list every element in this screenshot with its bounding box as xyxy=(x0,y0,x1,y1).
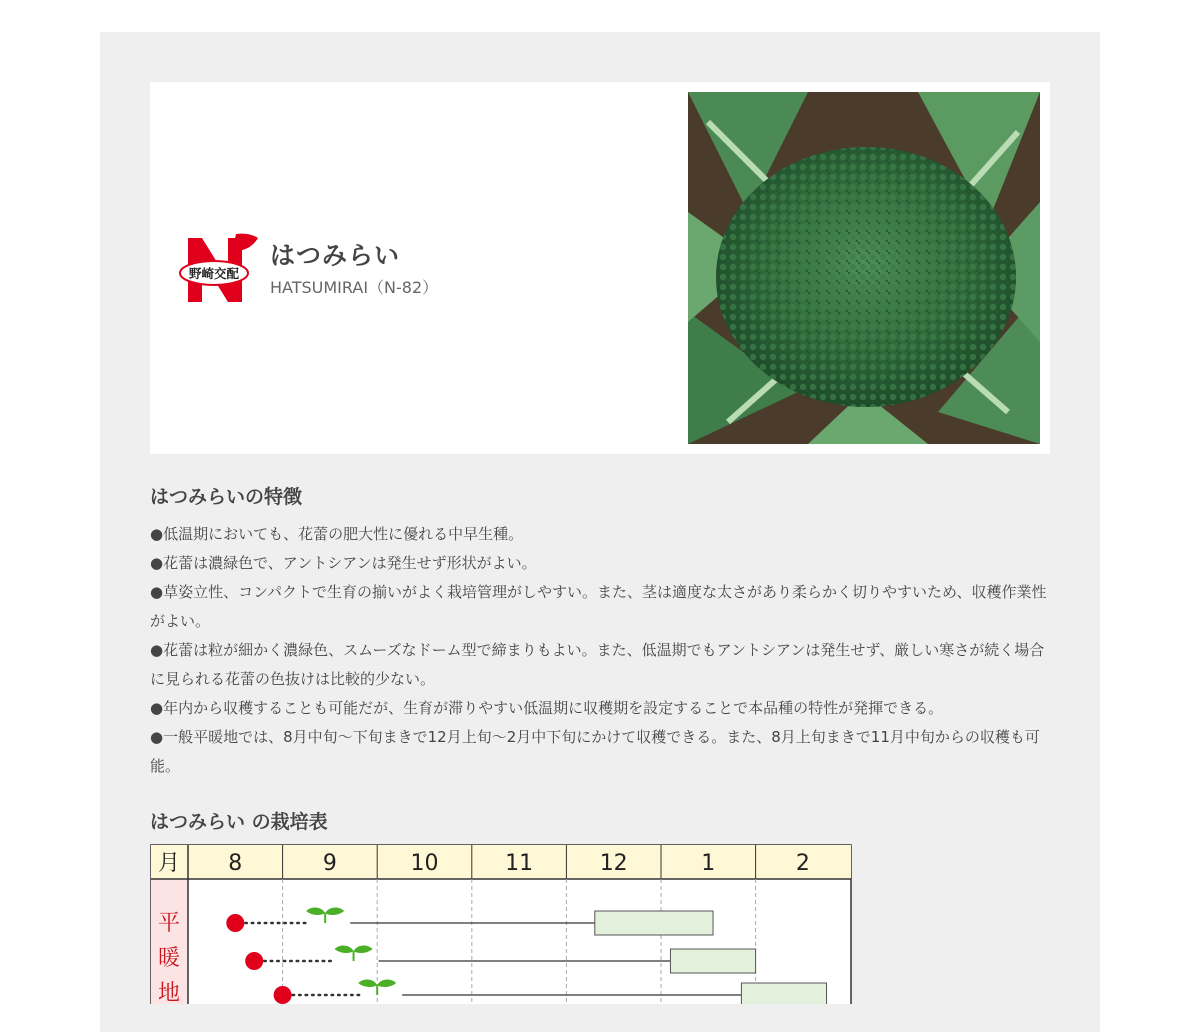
nozaki-brand-logo xyxy=(178,230,258,310)
product-code: HATSUMIRAI（N-82） xyxy=(270,278,439,297)
feature-item: ●花蕾は粒が細かく濃緑色、スムーズなドーム型で締まりもよい。また、低温期でもアントシアンは発生せず、厳しい寒さが続く場合に見られる花蕾の色抜けは比較的少ない。 xyxy=(150,641,1045,688)
month-label: 12 xyxy=(599,851,628,876)
harvest-bar xyxy=(741,983,826,1004)
content-panel xyxy=(100,32,1100,1032)
month-label: 11 xyxy=(505,851,534,876)
feature-item: ●一般平暖地では、8月中旬〜下旬まきで12月上旬〜2月中下旬にかけて収穫できる。また、8月上旬まきで11月中旬からの収穫も可能。 xyxy=(150,728,1040,775)
region-label: 平暖地 xyxy=(157,911,181,1004)
features-heading: はつみらいの特徴 xyxy=(150,486,303,508)
sowing-dot xyxy=(245,952,263,970)
month-header-row xyxy=(151,845,851,879)
harvest-bar xyxy=(595,911,713,935)
month-label: 10 xyxy=(410,851,439,876)
month-label: 9 xyxy=(322,851,337,876)
broccoli-photo xyxy=(688,92,1040,444)
product-name: はつみらい xyxy=(270,241,401,270)
cultivation-schedule xyxy=(150,844,852,1004)
brand-mark-text: 野崎交配 xyxy=(188,266,240,281)
feature-item: ●低温期においても、花蕾の肥大性に優れる中早生種。 xyxy=(150,525,524,543)
sowing-dot xyxy=(226,914,244,932)
month-label: 1 xyxy=(701,851,716,876)
harvest-bar xyxy=(670,949,755,973)
schedule-heading: はつみらい の栽培表 xyxy=(150,811,328,833)
sowing-dot xyxy=(274,986,292,1004)
month-header-label: 月 xyxy=(157,851,181,876)
feature-item: ●年内から収穫することも可能だが、生育が滞りやすい低温期に収穫期を設定することで本品種の特性が発揮できる。 xyxy=(150,699,944,717)
product-hero xyxy=(150,82,1050,454)
month-label: 2 xyxy=(795,851,810,876)
feature-item: ●花蕾は濃緑色で、アントシアンは発生せず形状がよい。 xyxy=(150,554,537,572)
feature-item: ●草姿立性、コンパクトで生育の揃いがよく栽培管理がしやすい。また、茎は適度な太さがあり柔らかく切りやすいため、収穫作業性がよい。 xyxy=(150,583,1047,630)
features-list xyxy=(150,520,1050,781)
month-label: 8 xyxy=(228,851,243,876)
